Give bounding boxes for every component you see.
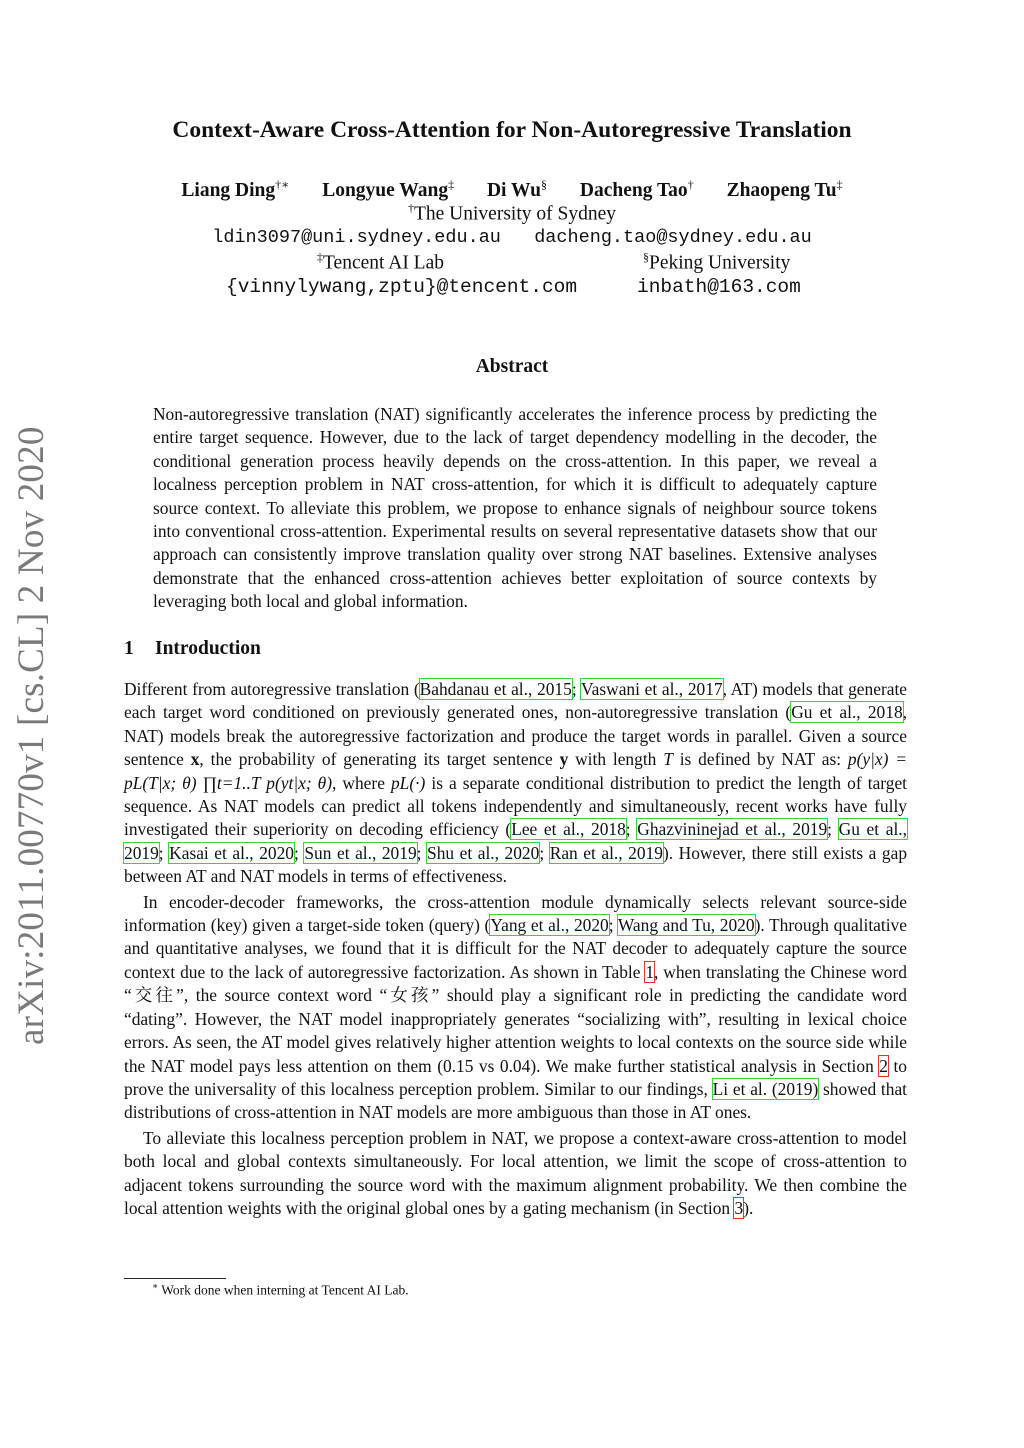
citation-link[interactable]: Yang et al., 2020 [490,915,609,936]
citation-link[interactable]: Gu et al., 2019 [124,819,907,863]
paragraph: In encoder-decoder frameworks, the cross-attention module dynamically selects relevant source-side information (key) given a target-side token (query) (Yang et al., 2020; Wang and Tu, 2020). Through qualitative and quantitative analyses, we found that it is difficult for the NAT decoder to adequately capture the source context due to the lack of autoregressive factorization. As shown in Table 1, when translating the Chinese word “交往”, the source context word “女孩” should play a significant role in predicting the candidate word “dating”. However, the NAT model inappropriately generates “socializing with”, resulting in lexical choice errors. As seen, the AT model gives relatively higher attention weights to local contexts on the source side while the NAT model pays less attention on them (0.15 vs 0.04). We make further statistical analysis in Section 2 to prove the universality of this localness perception problem. Similar to our findings, Li et al. (2019) showed that distributions of cross-attention in NAT models are more ambiguous than those in AT ones. [124,891,908,1123]
citation-link[interactable]: Kasai et al., 2020 [169,842,294,863]
author: Zhaopeng Tu‡ [726,177,843,201]
paragraph: Different from autoregressive translation (Bahdanau et al., 2015; Vaswani et al., 2017, AT) models that generate each target word conditioned on previously generated ones, non-autoregressive translation (Gu et al., 2018, NAT) models break the autoregressive factorization and produce the target words in parallel. Given a source sentence x, the probability of generating its target sentence y with length T is defined by NAT as: p(y|x) = pL(T|x; θ) ∏t=1..T p(yt|x; θ), where pL(·) is a separate conditional distribution to predict the length of target sequence. As NAT models can predict all tokens independently and simultaneously, recent works have fully investigated their superiority on decoding efficiency (Lee et al., 2018; Ghazvininejad et al., 2019; Gu et al., 2019; Kasai et al., 2020; Sun et al., 2019; Shu et al., 2020; Ran et al., 2019). However, there still exists a gap between AT and NAT models in terms of effectiveness. [124,679,908,887]
paper-title: Context-Aware Cross-Attention for Non-Autoregressive Translation [172,117,852,143]
section-reference-link[interactable]: 3 [734,1197,744,1218]
footnote-rule [124,1278,226,1279]
likelihood-formula: p(y|x) = pL(T|x; θ) ∏t=1..T p(yt|x; θ) [124,749,908,793]
section-reference-link[interactable]: 2 [879,1055,888,1076]
footnote: ∗ Work done when interning at Tencent AI Lab. [152,1281,409,1298]
affiliation-sydney: †The University of Sydney [407,201,616,225]
table-reference-link[interactable]: 1 [645,961,655,982]
author: Dacheng Tao† [579,177,694,201]
citation-link[interactable]: Ghazvininejad et al., 2019 [637,819,828,840]
arxiv-identifier: arXiv:2011.00770v1 [cs.CL] 2 Nov 2020 [11,426,52,1045]
email-tencent: {vinnylywang,zptu}@tencent.com [226,276,578,298]
author: Liang Ding†∗ [181,177,290,201]
citation-link[interactable]: Gu et al., 2018 [791,702,903,723]
affiliation-peking: §Peking University [643,250,791,274]
citation-link[interactable]: Wang and Tu, 2020 [617,915,755,936]
author: Longyue Wang‡ [322,177,455,201]
section-heading: 1 Introduction [124,638,261,659]
author-list [0,177,1024,202]
email-sydney: ldin3097@uni.sydney.edu.au dacheng.tao@sydney.edu.au [212,227,812,248]
citation-link[interactable]: Lee et al., 2018 [511,819,626,840]
citation-link[interactable]: Ran et al., 2019 [549,842,663,863]
citation-link[interactable]: Sun et al., 2019 [304,842,417,863]
author: Di Wu§ [486,177,547,201]
email-peking: inbath@163.com [637,276,801,298]
affiliation-tencent: ‡Tencent AI Lab [317,250,444,274]
citation-link[interactable]: Vaswani et al., 2017 [581,679,723,699]
introduction-body [124,678,907,1222]
citation-link[interactable]: Bahdanau et al., 2015 [419,679,572,699]
abstract-text: Non-autoregressive translation (NAT) significantly accelerates the inference process by predicting the entire target sequence. However, due to the lack of target dependency modelling in the decoder, the conditional generation process heavily depends on the cross-attention. In this paper, we reveal a localness perception problem in NAT cross-attention, for which it is difficult to adequately capture source context. To alleviate this problem, we propose to enhance signals of neighbour source tokens into conventional cross-attention. Experimental results on several representative datasets show that our approach can consistently improve translation quality over strong NAT baselines. Extensive analyses demonstrate that the enhanced cross-attention achieves better exploitation of source contexts by leveraging both local and global information. [153,404,877,612]
paragraph: To alleviate this localness perception problem in NAT, we propose a context-aware cross-attention to model both local and global contexts simultaneously. For local attention, we limit the scope of cross-attention to adjacent tokens surrounding the source word with the maximum alignment probability. We then combine the local attention weights with the original global ones by a gating mechanism (in Section 3). [124,1127,907,1218]
citation-link[interactable]: Shu et al., 2020 [427,842,540,863]
citation-link[interactable]: Li et al. (2019) [712,1078,819,1099]
abstract-heading: Abstract [475,356,549,377]
